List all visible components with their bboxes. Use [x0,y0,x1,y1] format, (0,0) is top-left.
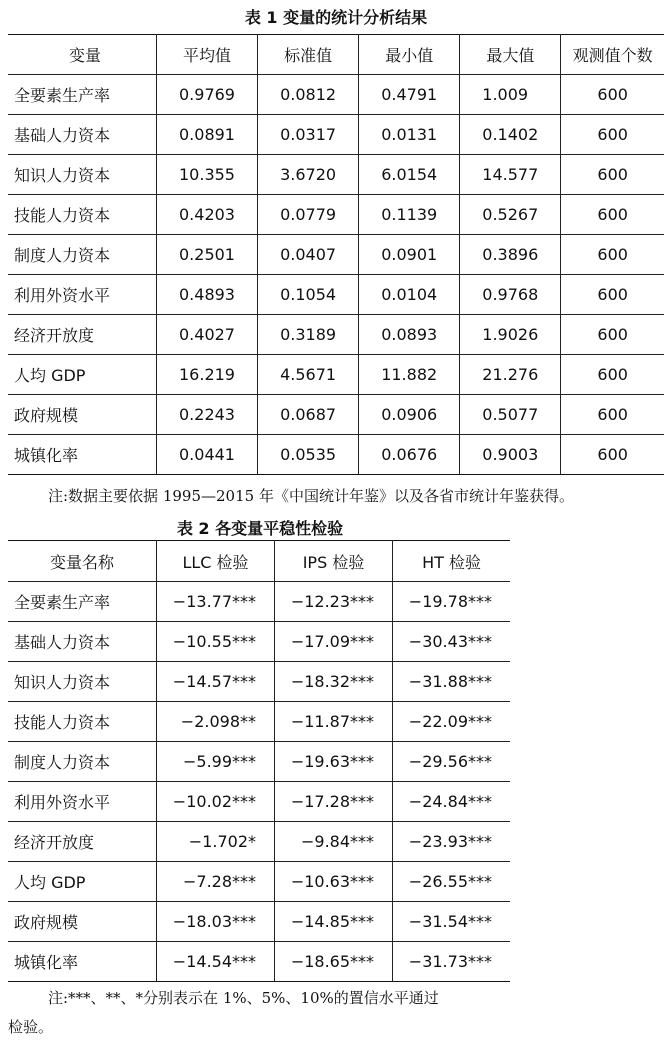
table-row [8,782,510,822]
value-cell: −10.02*** [157,782,275,822]
value-cell: 4.5671 [258,355,359,395]
value-cell: 0.0441 [157,435,258,475]
variable-name-cell: 利用外资水平 [8,782,157,822]
table-row [8,195,664,235]
value-cell: −9.84*** [275,822,393,862]
table1-note: 注:数据主要依据 1995—2015 年《中国统计年鉴》以及各省市统计年鉴获得。 [48,487,574,505]
value-cell: −11.87*** [275,702,393,742]
value-cell: −24.84*** [393,782,510,822]
value-cell: −31.88*** [393,662,510,702]
variable-name-cell: 城镇化率 [8,435,157,475]
table2-note-line1: 注:***、**、*分别表示在 1%、5%、10%的置信水平通过 [48,989,439,1007]
table-row [8,395,664,435]
table-row [8,435,664,475]
value-cell: 0.5267 [460,195,561,235]
value-cell: 11.882 [359,355,460,395]
value-cell: −10.63*** [275,862,393,902]
variable-name-cell: 政府规模 [8,902,157,942]
variable-name-cell: 技能人力资本 [8,195,157,235]
column-header: LLC 检验 [157,541,275,582]
value-cell: −26.55*** [393,862,510,902]
value-cell: −31.54*** [393,902,510,942]
value-cell: −17.28*** [275,782,393,822]
table-row [8,822,510,862]
value-cell: 600 [561,75,664,115]
value-cell: 10.355 [157,155,258,195]
value-cell: 0.0535 [258,435,359,475]
variable-name-cell: 经济开放度 [8,822,157,862]
header-row [8,35,664,75]
value-cell: −23.93*** [393,822,510,862]
variable-name-cell: 经济开放度 [8,315,157,355]
value-cell: −14.54*** [157,942,275,982]
variable-name-cell: 利用外资水平 [8,275,157,315]
variable-name-cell: 人均 GDP [8,862,157,902]
value-cell: 600 [561,355,664,395]
value-cell: −14.85*** [275,902,393,942]
value-cell: 600 [561,275,664,315]
variable-name-cell: 知识人力资本 [8,155,157,195]
value-cell: 0.0317 [258,115,359,155]
variable-name-cell: 基础人力资本 [8,622,157,662]
table-row [8,155,664,195]
value-cell: 600 [561,155,664,195]
value-cell: 0.9768 [460,275,561,315]
value-cell: −19.63*** [275,742,393,782]
value-cell: 16.219 [157,355,258,395]
table-row [8,702,510,742]
column-header: 最大值 [460,35,561,75]
value-cell: 0.0676 [359,435,460,475]
value-cell: 0.5077 [460,395,561,435]
value-cell: 0.4791 [359,75,460,115]
variable-name-cell: 制度人力资本 [8,742,157,782]
variable-name-cell: 知识人力资本 [8,662,157,702]
value-cell: 0.0906 [359,395,460,435]
table-row [8,355,664,395]
value-cell: 14.577 [460,155,561,195]
table-row [8,622,510,662]
column-header: HT 检验 [393,541,510,582]
table-row [8,942,510,982]
value-cell: 600 [561,195,664,235]
value-cell: 0.9769 [157,75,258,115]
statistics-table [8,34,664,475]
value-cell: −2.098** [157,702,275,742]
value-cell: 0.0131 [359,115,460,155]
value-cell: 0.0901 [359,235,460,275]
value-cell: −18.65*** [275,942,393,982]
variable-name-cell: 政府规模 [8,395,157,435]
value-cell: 0.0779 [258,195,359,235]
variable-name-cell: 人均 GDP [8,355,157,395]
column-header: 平均值 [157,35,258,75]
table-row [8,662,510,702]
value-cell: 600 [561,435,664,475]
value-cell: −7.28*** [157,862,275,902]
value-cell: −31.73*** [393,942,510,982]
value-cell: −13.77*** [157,582,275,622]
value-cell: −17.09*** [275,622,393,662]
value-cell: 0.0893 [359,315,460,355]
variable-name-cell: 基础人力资本 [8,115,157,155]
table-row [8,862,510,902]
value-cell: 0.9003 [460,435,561,475]
value-cell: 0.4027 [157,315,258,355]
header-row [8,541,510,582]
value-cell: 600 [561,115,664,155]
value-cell: 0.0812 [258,75,359,115]
value-cell: 0.3189 [258,315,359,355]
value-cell: −18.03*** [157,902,275,942]
table-row [8,275,664,315]
table-row [8,742,510,782]
value-cell: 0.2243 [157,395,258,435]
variable-name-cell: 城镇化率 [8,942,157,982]
variable-name-cell: 技能人力资本 [8,702,157,742]
table2-caption: 表 2 各变量平稳性检验 [176,519,344,538]
table2-note-line2: 检验。 [8,1018,54,1036]
column-header: 变量名称 [8,541,157,582]
value-cell: 0.0687 [258,395,359,435]
table-row [8,582,510,622]
table1-caption: 表 1 变量的统计分析结果 [244,8,428,27]
table-row [8,902,510,942]
value-cell: −18.32*** [275,662,393,702]
table-row [8,235,664,275]
variable-name-cell: 全要素生产率 [8,75,157,115]
table-row [8,315,664,355]
value-cell: 21.276 [460,355,561,395]
table-row [8,115,664,155]
value-cell: 0.4203 [157,195,258,235]
value-cell: −19.78*** [393,582,510,622]
value-cell: −30.43*** [393,622,510,662]
value-cell: 0.1054 [258,275,359,315]
value-cell: 6.0154 [359,155,460,195]
value-cell: 1.9026 [460,315,561,355]
value-cell: 0.1139 [359,195,460,235]
value-cell: −1.702* [157,822,275,862]
column-header: 观测值个数 [561,35,664,75]
value-cell: −5.99*** [157,742,275,782]
value-cell: 3.6720 [258,155,359,195]
column-header: 标准值 [258,35,359,75]
column-header: 最小值 [359,35,460,75]
variable-name-cell: 全要素生产率 [8,582,157,622]
value-cell: 600 [561,395,664,435]
value-cell: −22.09*** [393,702,510,742]
value-cell: 0.1402 [460,115,561,155]
value-cell: −10.55*** [157,622,275,662]
value-cell: −12.23*** [275,582,393,622]
column-header: IPS 检验 [275,541,393,582]
value-cell: 1.009 [460,75,561,115]
value-cell: 600 [561,235,664,275]
value-cell: 0.0891 [157,115,258,155]
column-header: 变量 [8,35,157,75]
variable-name-cell: 制度人力资本 [8,235,157,275]
value-cell: 0.0104 [359,275,460,315]
value-cell: 0.4893 [157,275,258,315]
value-cell: 0.2501 [157,235,258,275]
value-cell: 0.3896 [460,235,561,275]
table-row [8,75,664,115]
value-cell: −29.56*** [393,742,510,782]
stationarity-test-table [8,540,510,982]
value-cell: −14.57*** [157,662,275,702]
value-cell: 0.0407 [258,235,359,275]
value-cell: 600 [561,315,664,355]
